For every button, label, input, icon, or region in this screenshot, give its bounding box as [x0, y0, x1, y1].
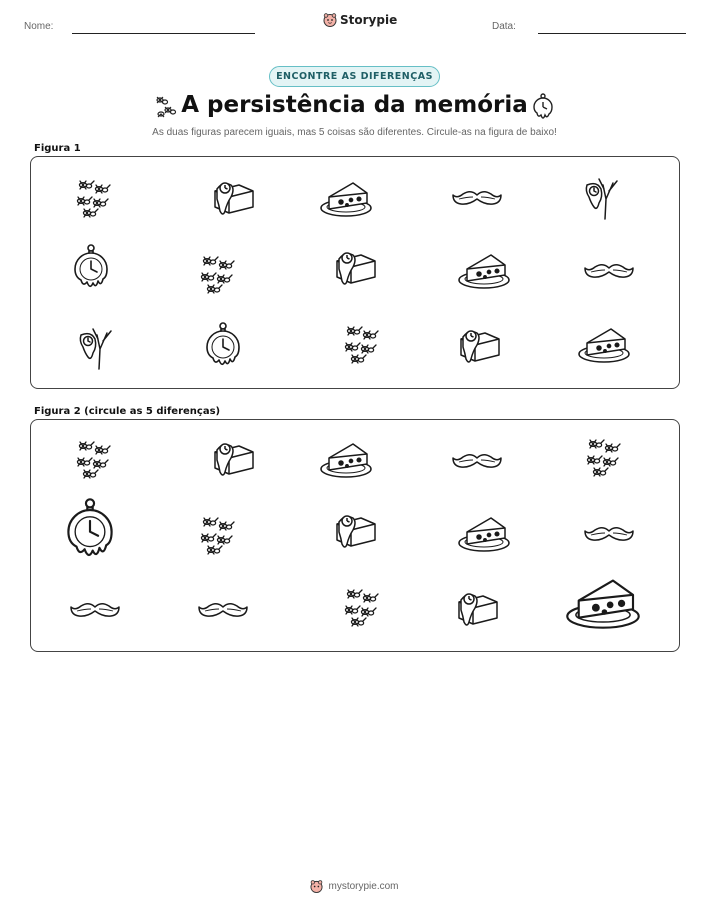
- figure2-panel[interactable]: [30, 419, 680, 652]
- activity-badge: ENCONTRE AS DIFERENÇAS: [269, 66, 440, 87]
- mustache-icon: [451, 185, 503, 211]
- name-line[interactable]: [72, 33, 255, 34]
- melting-clock-box-icon[interactable]: [331, 508, 379, 554]
- figure1-label: Figura 1: [34, 143, 81, 154]
- cheese-plate-icon[interactable]: [457, 512, 511, 554]
- mustache-icon: [583, 258, 635, 284]
- figure2-label: Figura 2 (circule as 5 diferenças): [34, 406, 221, 417]
- ants-icon: [73, 177, 117, 221]
- cheese-plate-icon: [319, 177, 373, 219]
- date-label: Data:: [492, 21, 516, 32]
- mustache-icon[interactable]: [197, 597, 249, 623]
- melting-clock-box-icon[interactable]: [209, 436, 257, 482]
- ants-icon: [197, 253, 241, 297]
- name-label: Nome:: [24, 21, 54, 32]
- melting-clock-box-icon: [209, 175, 257, 221]
- mustache-icon[interactable]: [69, 597, 121, 623]
- ants-icon[interactable]: [583, 436, 627, 480]
- pocket-watch-icon: [203, 321, 243, 369]
- ants-icon[interactable]: [197, 514, 241, 558]
- storypie-footer-logo-icon: [310, 880, 323, 893]
- melting-clock-tree-icon: [73, 325, 117, 371]
- mustache-icon[interactable]: [583, 521, 635, 547]
- melting-clock-box-icon: [331, 245, 379, 291]
- figure1-panel: [30, 156, 680, 389]
- melting-clock-tree-icon: [579, 175, 623, 221]
- footer: [0, 880, 709, 893]
- date-line[interactable]: [538, 33, 686, 34]
- ants-icon[interactable]: [341, 586, 385, 630]
- ants-icon[interactable]: [73, 438, 117, 482]
- pocket-watch-decoration-icon: [531, 92, 555, 122]
- melting-clock-box-icon[interactable]: [453, 586, 501, 632]
- instructions: As duas figuras parecem iguais, mas 5 coisas são diferentes. Circule-as na figura de baixo!: [152, 127, 557, 138]
- page-title: A persistência da memória: [181, 92, 528, 118]
- cheese-plate-icon: [577, 323, 631, 365]
- cheese-plate-icon: [457, 249, 511, 291]
- pocket-watch-large-icon[interactable]: [63, 494, 117, 564]
- ants-icon: [341, 323, 385, 367]
- pocket-watch-icon: [71, 243, 111, 291]
- cheese-plate-icon[interactable]: [319, 438, 373, 480]
- brand-name: Storypie: [340, 13, 398, 27]
- storypie-logo-icon: [323, 13, 337, 27]
- footer-url[interactable]: mystorypie.com: [328, 881, 399, 892]
- mustache-icon[interactable]: [451, 448, 503, 474]
- cheese-plate-large-icon[interactable]: [563, 572, 643, 632]
- brand: [323, 13, 397, 27]
- melting-clock-box-icon: [455, 323, 503, 369]
